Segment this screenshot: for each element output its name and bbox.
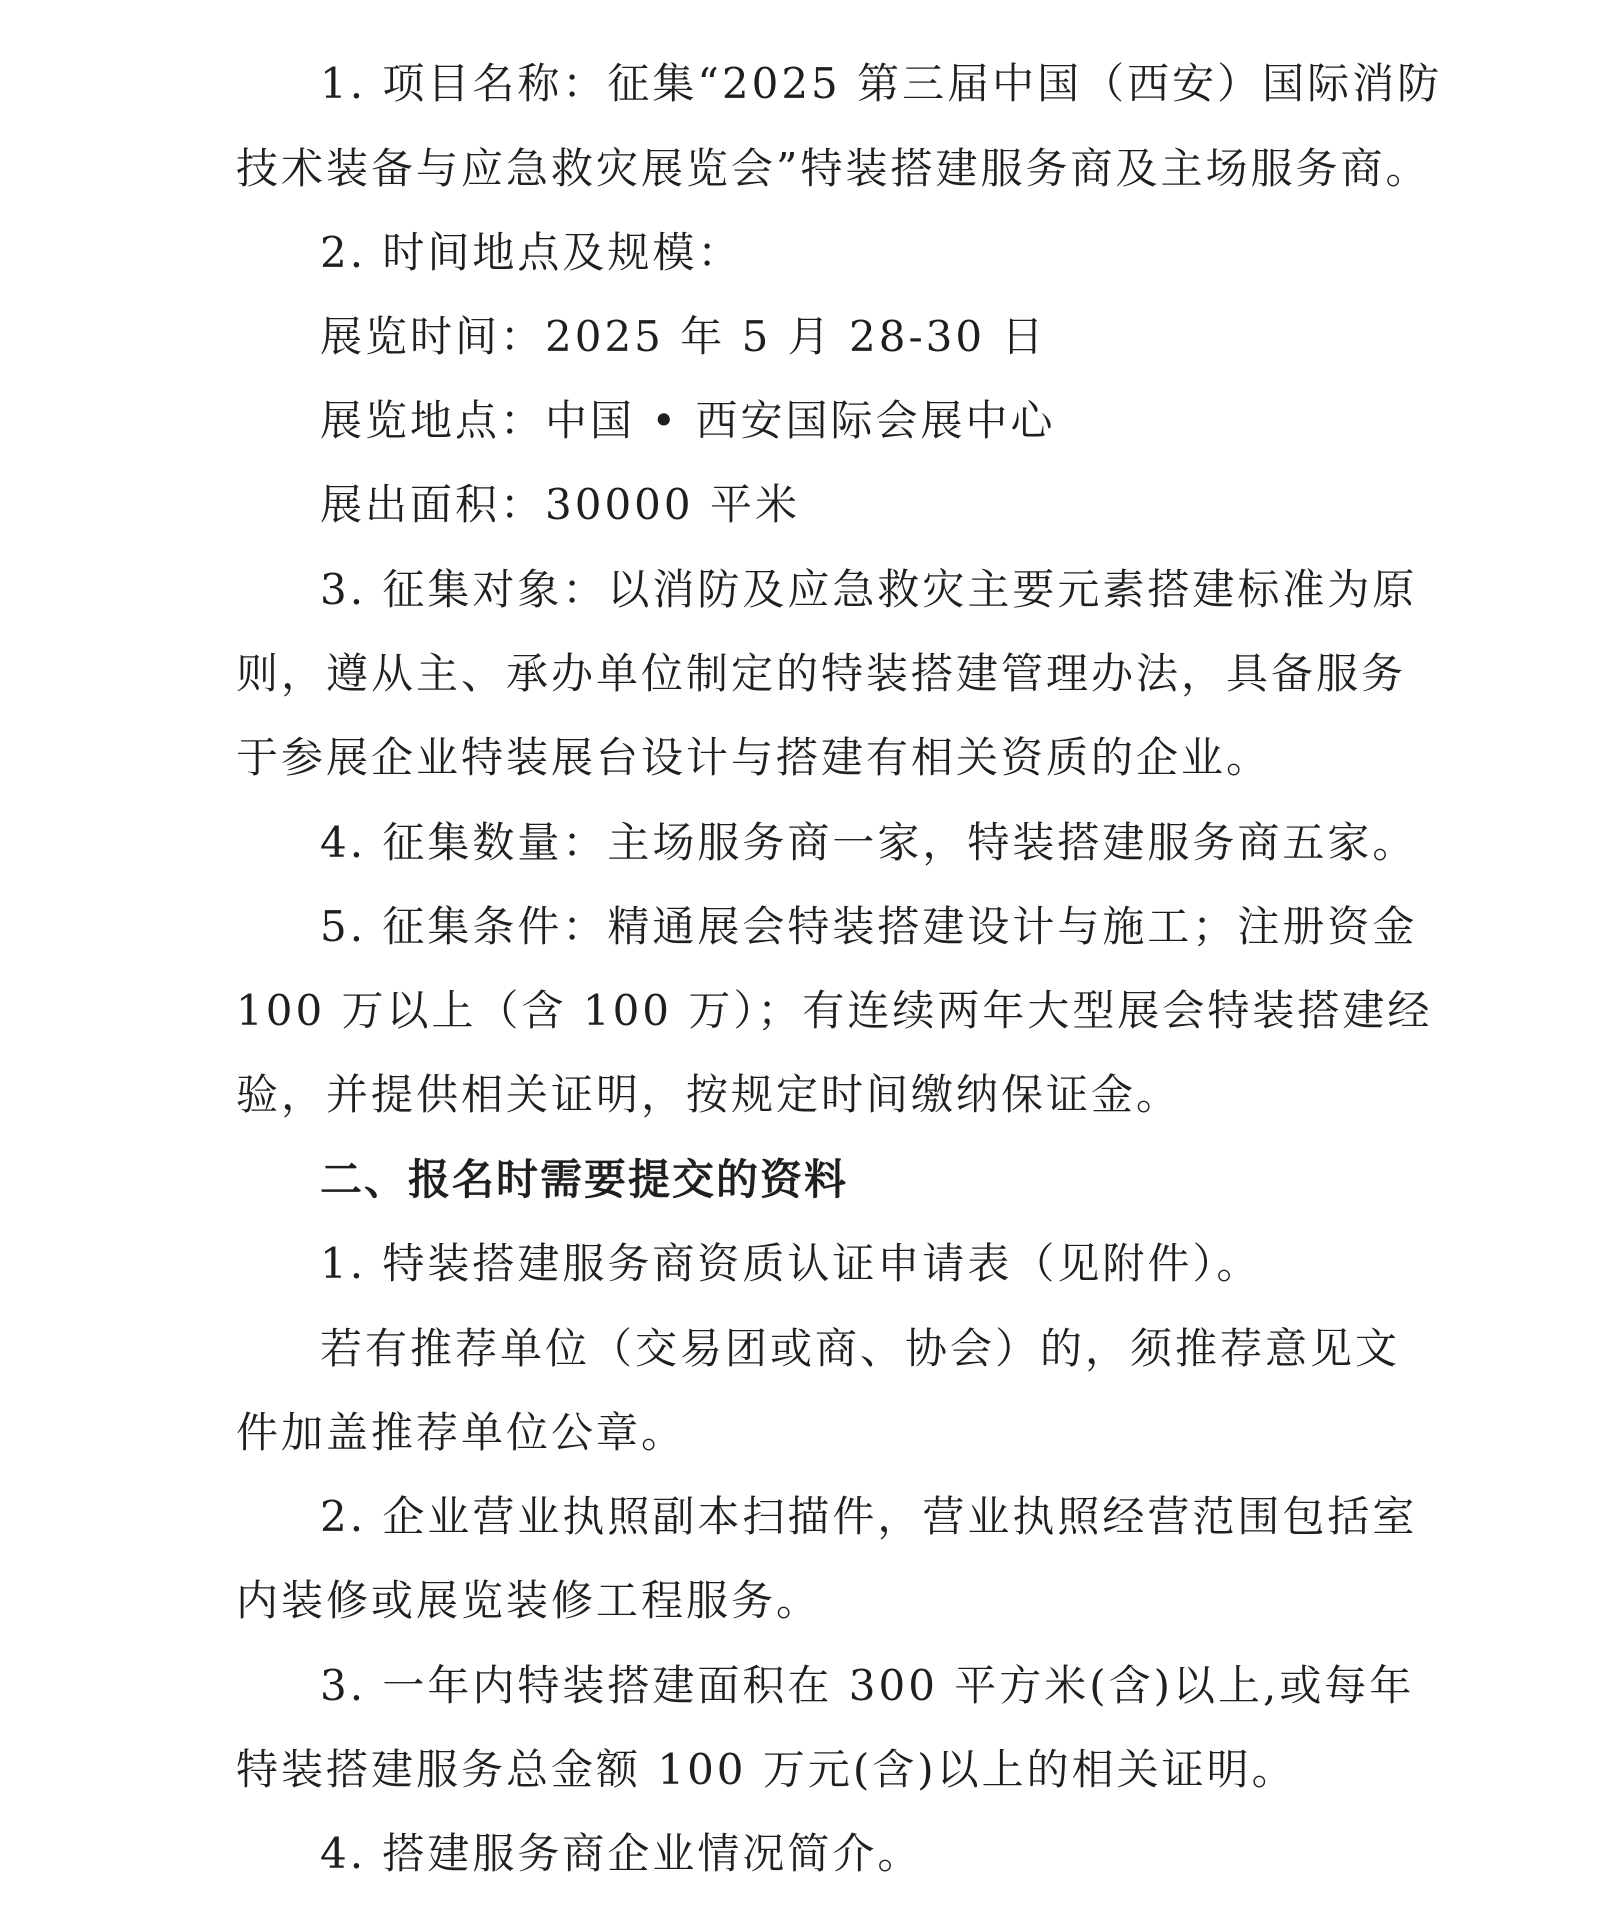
exhibition-area: 展出面积：30000 平米 (320, 480, 800, 529)
item-5-conditions-line-2: 100 万以上（含 100 万）；有连续两年大型展会特装搭建经 (236, 986, 1433, 1035)
material-3-proof-line-1: 3. 一年内特装搭建面积在 300 平方米(含)以上,或每年 (320, 1661, 1415, 1710)
item-3-target-line-1: 3. 征集对象：以消防及应急救灾主要元素搭建标准为原 (320, 565, 1418, 614)
material-3-proof-line-2: 特装搭建服务总金额 100 万元(含)以上的相关证明。 (236, 1745, 1297, 1794)
item-2-time-place-scale: 2. 时间地点及规模： (320, 228, 743, 277)
material-1-recommendation-line-2: 件加盖推荐单位公章。 (236, 1408, 687, 1457)
item-1-project-name-line-1: 1. 项目名称：征集“2025 第三届中国（西安）国际消防 (320, 59, 1443, 108)
material-1-application-form: 1. 特装搭建服务商资质认证申请表（见附件）。 (320, 1239, 1262, 1288)
material-2-business-license-line-2: 内装修或展览装修工程服务。 (236, 1576, 822, 1625)
item-3-target-line-2: 则，遵从主、承办单位制定的特装搭建管理办法，具备服务 (236, 649, 1407, 698)
item-3-target-line-3: 于参展企业特装展台设计与搭建有相关资质的企业。 (236, 733, 1272, 782)
material-2-business-license-line-1: 2. 企业营业执照副本扫描件，营业执照经营范围包括室 (320, 1492, 1418, 1541)
exhibition-time: 展览时间：2025 年 5 月 28-30 日 (320, 312, 1047, 361)
material-4-company-profile: 4. 搭建服务商企业情况简介。 (320, 1829, 923, 1878)
item-5-conditions-line-3: 验，并提供相关证明，按规定时间缴纳保证金。 (236, 1070, 1182, 1119)
material-1-recommendation-line-1: 若有推荐单位（交易团或商、协会）的，须推荐意见文 (320, 1324, 1401, 1373)
item-1-project-name-line-2: 技术装备与应急救灾展览会”特装搭建服务商及主场服务商。 (236, 144, 1431, 193)
item-4-quantity: 4. 征集数量：主场服务商一家，特装搭建服务商五家。 (320, 818, 1418, 867)
item-5-conditions-line-1: 5. 征集条件：精通展会特装搭建设计与施工；注册资金 (320, 902, 1418, 951)
section-heading-submission-materials: 二、报名时需要提交的资料 (320, 1155, 849, 1204)
exhibition-venue: 展览地点：中国 • 西安国际会展中心 (320, 396, 1056, 445)
